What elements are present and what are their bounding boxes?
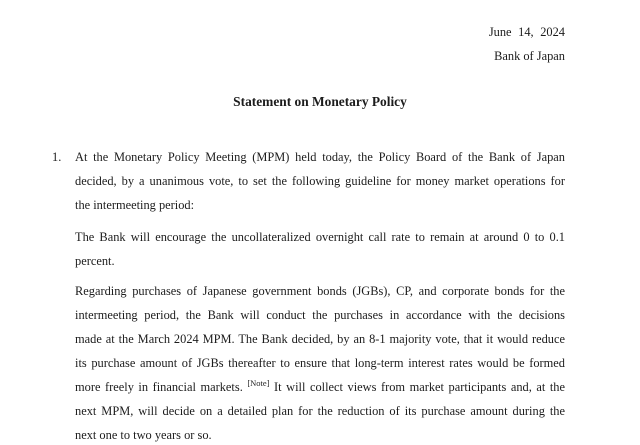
text-line: At the Monetary Policy Meeting (MPM) held today, the Policy Board of the Bank of Japan <box>75 150 565 164</box>
text-segment: more freely in financial markets. <box>75 380 248 394</box>
document-header <box>75 20 565 68</box>
text-line: its purchase amount of JGBs thereafter to ensure that long-term interest rates would be formed <box>75 356 565 370</box>
note-reference: [Note] <box>247 377 270 388</box>
text-line: intermeeting period, the Bank will conduct the purchases in accordance with the decisions <box>75 308 565 322</box>
text-line: The Bank will encourage the uncollateralized overnight call rate to remain at around 0 to 0.1 <box>75 230 565 244</box>
text-line: Regarding purchases of Japanese government bonds (JGBs), CP, and corporate bonds for the <box>75 284 565 298</box>
date-text: June 14, 2024 <box>488 25 565 39</box>
paragraph <box>75 279 565 445</box>
text-line: decided, by a unanimous vote, to set the following guideline for money market operations for <box>75 174 565 188</box>
text-line: made at the March 2024 MPM. The Bank decided, by an 8-1 majority vote, that it would reduce <box>75 332 565 346</box>
paragraph <box>75 225 565 273</box>
text-line: next one to two years or so. <box>75 428 212 442</box>
text-line: the intermeeting period: <box>75 198 195 212</box>
text-line: next MPM, will decide on a detailed plan for the reduction of its purchase amount during the <box>75 404 565 418</box>
organization-text: Bank of Japan <box>494 49 565 63</box>
document-title: Statement on Monetary Policy <box>233 94 407 109</box>
list-number: 1. <box>52 150 62 164</box>
text-line: percent. <box>75 254 115 268</box>
text-segment: It will collect views from market participants and, at the <box>269 380 565 394</box>
numbered-paragraph <box>52 145 565 217</box>
text-line <box>75 375 565 399</box>
